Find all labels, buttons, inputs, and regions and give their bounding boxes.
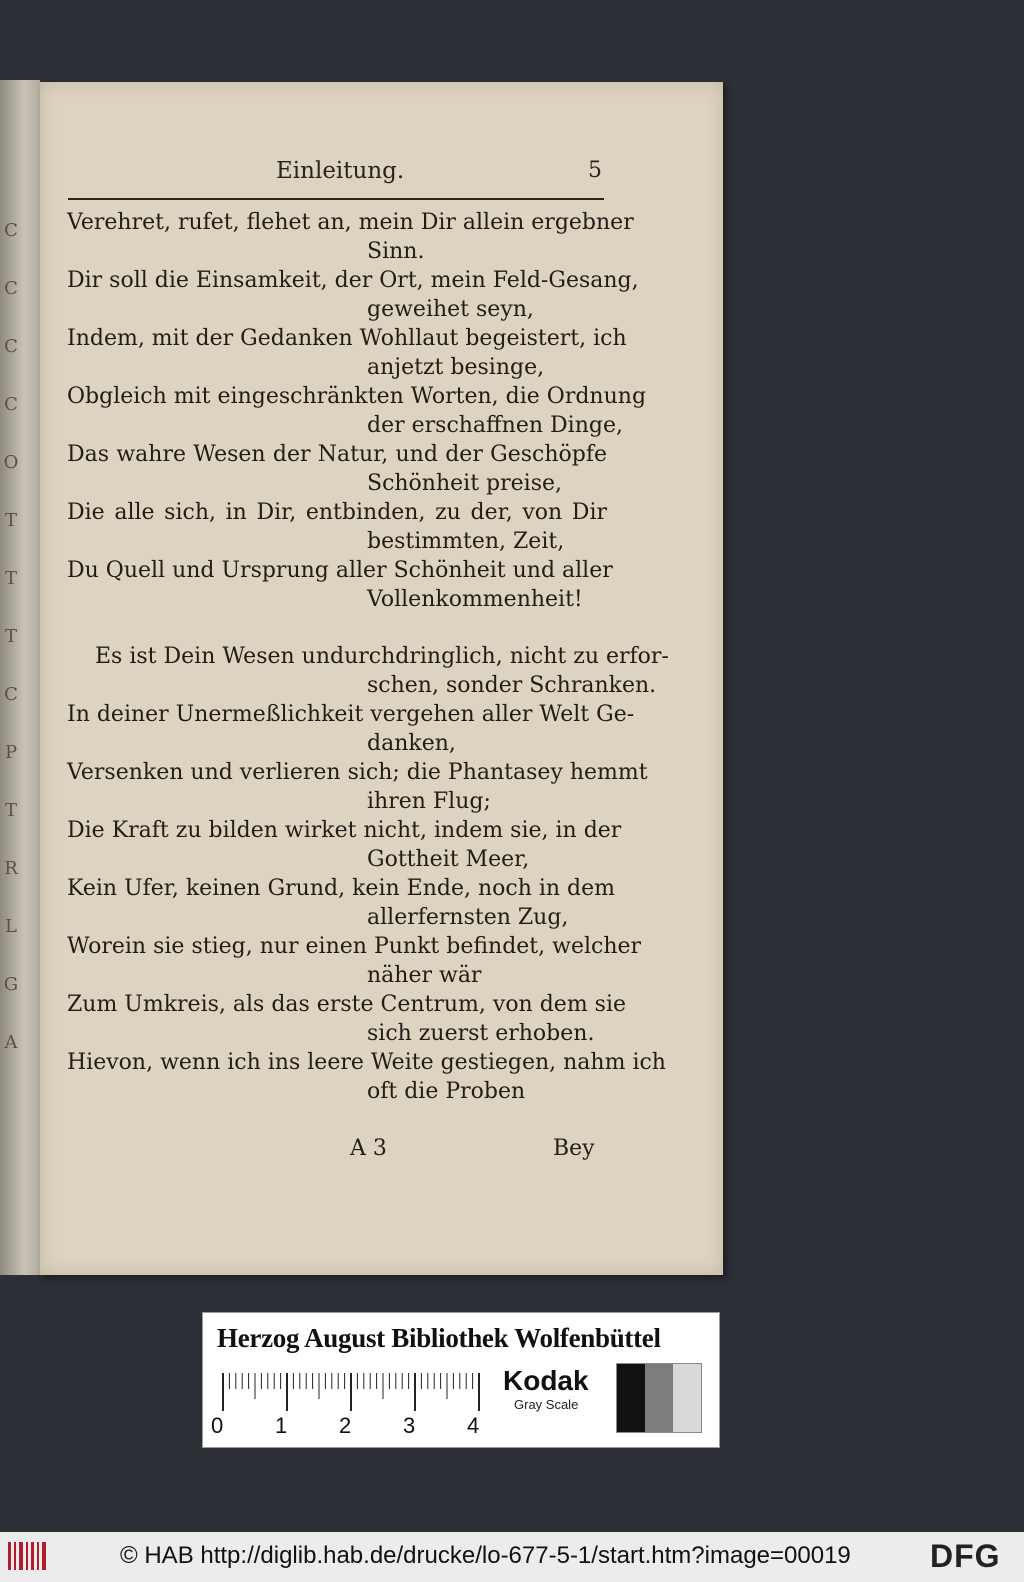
ruler-scale [221,1371,481,1411]
ruler-ticks [221,1371,481,1411]
edge-letter: A [4,1032,18,1053]
edge-letter: C [4,336,18,357]
ruler-number: 0 [211,1413,224,1438]
text-line: Worein sie stieg, nur einen Punkt befindet, welcher [67,934,642,959]
signature-mark: A 3 [350,1136,387,1161]
text-line: Kein Ufer, keinen Grund, kein Ende, noch in dem [67,876,616,901]
edge-letter: T [4,626,17,647]
kodak-logo: Kodak [503,1365,589,1396]
edge-letter: C [4,684,18,705]
text-line: Zum Umkreis, als das erste Centrum, von dem sie [67,992,627,1017]
text-line: Obgleich mit eingeschränkten Worten, die Ordnung [67,384,647,409]
edge-letter: T [4,800,17,821]
header-rule [68,198,604,200]
text-line: In deiner Unermeßlichkeit vergehen aller Welt Ge- [67,702,635,727]
poem-text [67,208,669,1106]
color-scale-card [202,1312,720,1448]
ruler-number: 4 [467,1413,480,1438]
facing-page-edge [0,80,40,1275]
text-line: Sinn. [367,239,425,264]
text-line: ihren Flug; [367,789,491,814]
text-line: Die Kraft zu bilden wirket nicht, indem sie, in der [67,818,622,843]
gray-swatch [673,1364,701,1432]
page-footer [40,1136,723,1168]
text-line: Versenken und verlieren sich; die Phantasey hemmt [67,760,648,785]
text-line: anjetzt besinge, [367,355,545,380]
copyright-url[interactable]: © HAB http://diglib.hab.de/drucke/lo-677-5-1/start.htm?image=00019 [120,1542,851,1569]
edge-letter: G [3,974,19,995]
text-line: Verehret, rufet, flehet an, mein Dir allein ergebner [67,210,634,235]
text-line: geweihet seyn, [367,297,534,322]
book-page [40,82,723,1275]
ruler-number: 1 [275,1413,288,1438]
text-line: schen, sonder Schranken. [367,673,657,698]
edge-letter: O [3,452,19,473]
text-line: Du Quell und Ursprung aller Schönheit und aller [67,558,613,583]
barcode-logo-icon [8,1538,48,1574]
text-line: Gottheit Meer, [367,847,530,872]
text-line: Die alle sich, in Dir, entbinden, zu der, von Dir [67,500,607,525]
page-number: 5 [588,158,602,183]
edge-letter: L [5,916,17,937]
footer-bar [0,1532,1024,1582]
edge-letter: P [4,742,18,763]
text-line: Vollenkommenheit! [367,587,583,612]
edge-letter: C [4,394,18,415]
text-line: der erschaffnen Dinge, [367,413,623,438]
text-line: näher wär [367,963,482,988]
gray-swatch [617,1364,645,1432]
ruler-numbers [211,1413,491,1437]
text-line: bestimmten, Zeit, [367,529,565,554]
catchword: Bey [553,1136,595,1161]
text-line: allerfernsten Zug, [367,905,569,930]
text-line: danken, [367,731,456,756]
text-line: Indem, mit der Gedanken Wohllaut begeistert, ich [67,326,627,351]
library-name: Herzog August Bibliothek Wolfenbüttel [217,1323,661,1353]
edge-letter: C [4,220,18,241]
running-title: Einleitung. [276,158,405,184]
text-line: Das wahre Wesen der Natur, und der Geschöpfe [67,442,607,467]
text-line: Es ist Dein Wesen undurchdringlich, nicht zu erfor- [95,644,669,669]
dfg-logo: DFG [930,1538,1001,1574]
text-line: oft die Proben [367,1079,526,1104]
gray-scale-label: Gray Scale [514,1397,579,1412]
ruler-number: 2 [339,1413,352,1438]
gray-swatch [645,1364,673,1432]
gray-swatches [616,1363,702,1433]
ruler-number: 3 [403,1413,416,1438]
text-line: Dir soll die Einsamkeit, der Ort, mein Feld-Gesang, [67,268,639,293]
edge-letter: R [4,858,18,879]
text-line: Hievon, wenn ich ins leere Weite gestiegen, nahm ich [67,1050,666,1075]
text-line: Schönheit preise, [367,471,562,496]
running-head [40,158,723,192]
edge-letter: C [4,278,18,299]
stanza-gap [67,614,607,642]
text-line: sich zuerst erhoben. [367,1021,595,1046]
edge-letter: T [4,568,17,589]
edge-letter: T [4,510,17,531]
